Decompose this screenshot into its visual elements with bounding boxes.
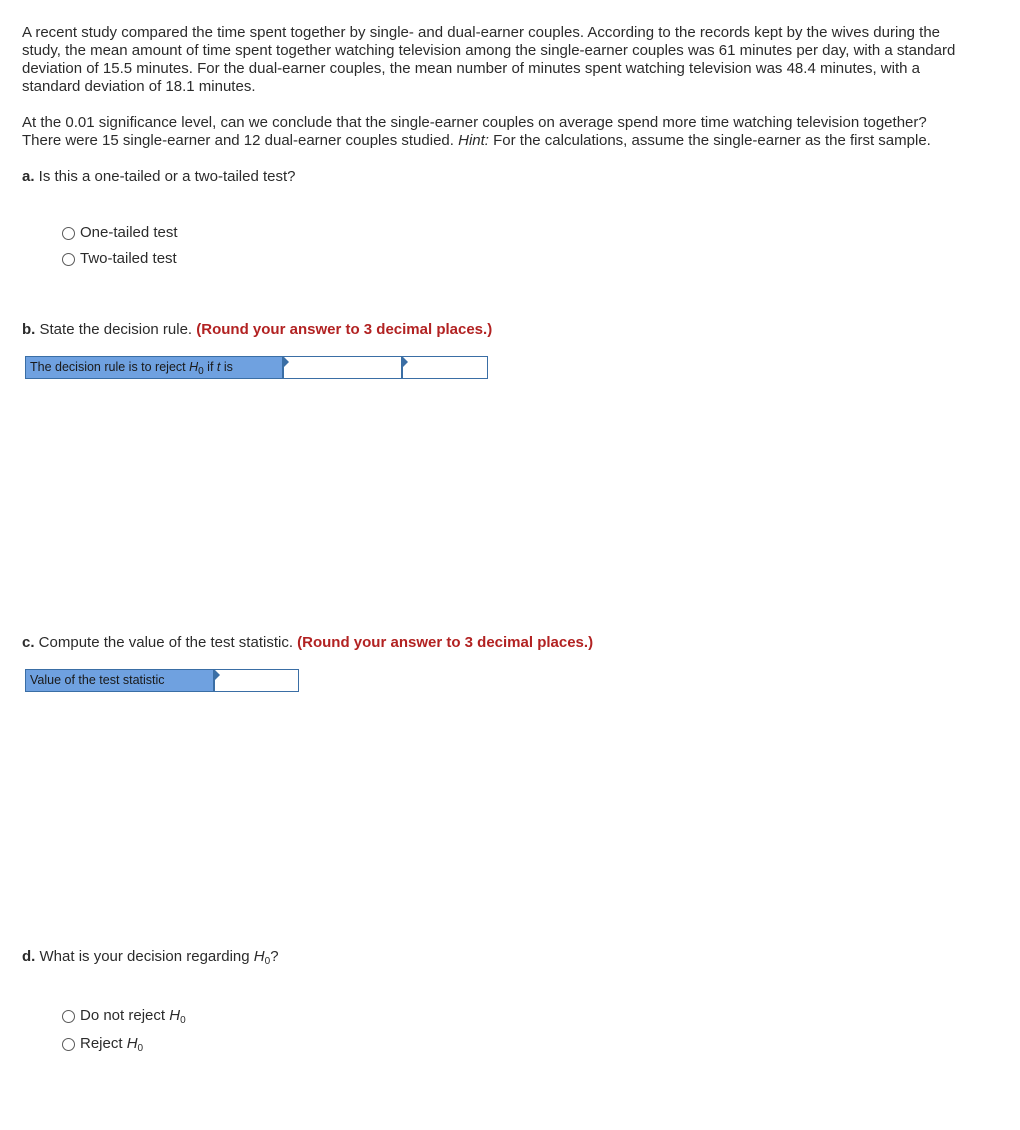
radio-button[interactable] — [62, 227, 75, 240]
radio-button[interactable] — [62, 1038, 75, 1051]
question-d-text: What is your decision regarding — [35, 948, 254, 965]
hint-text: For the calculations, assume the single-earner as the first sample. — [488, 132, 931, 149]
question-b-text: State the decision rule. — [35, 321, 197, 338]
question-d-letter: d. — [22, 948, 36, 965]
question-c — [22, 634, 962, 652]
h-symbol: H — [189, 360, 199, 374]
question-a — [22, 168, 962, 186]
question-d-options — [62, 1002, 962, 1058]
intro-paragraph-2-text: At the 0.01 significance level, can we conclude that the single-earner couples on average spend more time watching television together? There were 15 single-earner and 12 dual-earner couples studied. — [22, 114, 927, 149]
h-symbol: H — [126, 1035, 138, 1052]
intro-paragraph-1: A recent study compared the time spent together by single- and dual-earner couples. According to the records kept by the wives during the study, the mean amount of time spent together watching television among the single-earner couples was 61 minutes per day, with a standard deviation of 15.5 minutes. For the dual-earner couples, the mean number of minutes spent watching television was 48.4 minutes, with a standard deviation of 18.1 minutes. — [22, 24, 956, 95]
question-c-text: Compute the value of the test statistic. — [34, 634, 298, 651]
test-statistic-label: Value of the test statistic — [26, 670, 213, 691]
option-label — [80, 1035, 143, 1053]
dropdown-corner-icon — [215, 670, 220, 680]
option-label: Two-tailed test — [80, 250, 177, 267]
h-symbol: H — [169, 1007, 181, 1024]
radio-button[interactable] — [62, 253, 75, 266]
intro-paragraph-2 — [22, 114, 962, 150]
dropdown-corner-icon — [403, 357, 408, 367]
decision-rule-comparison-select[interactable] — [282, 357, 401, 378]
decision-rule-label-if: if — [203, 360, 217, 374]
question-mark: ? — [270, 948, 279, 965]
h-subscript: 0 — [264, 956, 271, 967]
question-c-instruction: (Round your answer to 3 decimal places.) — [297, 634, 594, 651]
decision-rule-table — [22, 356, 488, 379]
dropdown-corner-icon — [284, 357, 289, 367]
test-statistic-table — [22, 669, 299, 692]
decision-rule-value-input[interactable] — [401, 357, 487, 378]
option-one-tailed[interactable] — [62, 220, 962, 246]
option-label: One-tailed test — [80, 224, 178, 241]
t-symbol: t — [216, 360, 221, 374]
question-c-letter: c. — [22, 634, 35, 651]
option-two-tailed[interactable] — [62, 246, 962, 272]
h-subscript: 0 — [198, 366, 204, 377]
h-subscript: 0 — [137, 1043, 144, 1054]
h-subscript: 0 — [180, 1015, 186, 1026]
option-do-not-reject[interactable] — [62, 1002, 962, 1030]
decision-rule-label — [26, 357, 282, 378]
question-a-options — [62, 220, 962, 272]
test-statistic-input[interactable] — [213, 670, 298, 691]
question-b — [22, 321, 962, 339]
option-reject[interactable] — [62, 1030, 962, 1058]
option-label-text: Reject — [80, 1035, 127, 1052]
question-b-letter: b. — [22, 321, 36, 338]
question-a-letter: a. — [22, 168, 35, 185]
radio-button[interactable] — [62, 1010, 75, 1023]
question-d — [22, 948, 962, 966]
decision-rule-label-is: is — [220, 360, 233, 374]
question-a-text: Is this a one-tailed or a two-tailed test? — [34, 168, 296, 185]
hint-label: Hint: — [458, 132, 489, 149]
option-label — [80, 1007, 186, 1025]
option-label-text: Do not reject — [80, 1007, 170, 1024]
question-b-instruction: (Round your answer to 3 decimal places.) — [196, 321, 493, 338]
h-symbol: H — [253, 948, 265, 965]
question-container — [22, 24, 962, 1058]
decision-rule-label-text: The decision rule is to reject — [30, 360, 190, 374]
